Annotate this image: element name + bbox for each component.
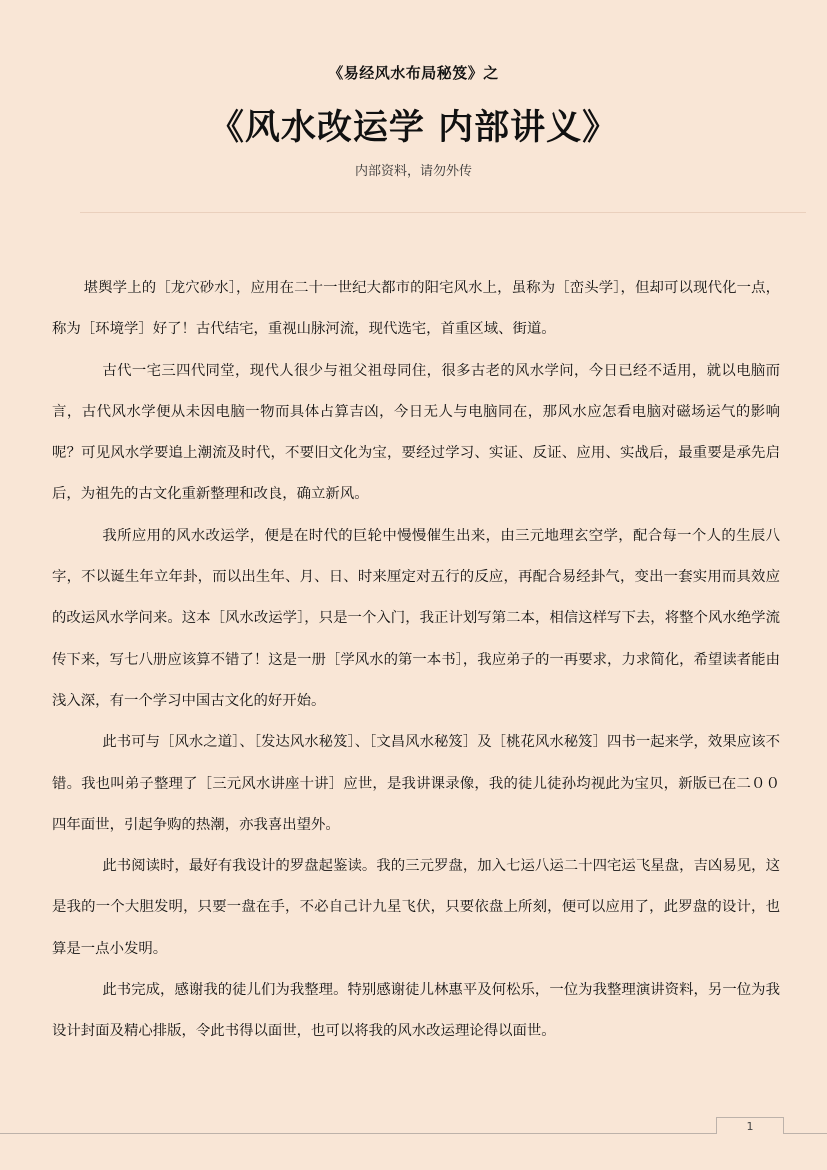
paragraph: 此书完成，感谢我的徒儿们为我整理。特别感谢徒儿林惠平及何松乐，一位为我整理演讲资料，另一位为我设计封面及精心排版，令此书得以面世，也可以将我的风水改运理论得以面世。 — [52, 982, 780, 1040]
page-number: 1 — [716, 1117, 784, 1134]
body-text — [52, 268, 780, 1053]
paragraph: 此书可与［风水之道］、［发达风水秘笈］、［文昌风水秘笈］及［桃花风水秘笈］四书一起来学，效果应该不错。我也叫弟子整理了［三元风水讲座十讲］应世，是我讲课录像，我的徒儿徒孙均视此为宝贝，新版已在二００四年面世，引起争购的热潮，亦我喜出望外。 — [52, 734, 780, 833]
paragraph: 我所应用的风水改运学，便是在时代的巨轮中慢慢催生出来，由三元地理玄空学，配合每一个人的生辰八字，不以诞生年立年卦，而以出生年、月、日、时来厘定对五行的反应，再配合易经卦气，变出一套实用而具效应的改运风水学问来。这本［风水改运学］，只是一个入门，我正计划写第二本，相信这样写下去，将整个风水绝学流传下来，写七八册应该算不错了！这是一册［学风水的第一本书］，我应弟子的一再要求，力求简化，希望读者能由浅入深，有一个学习中国古文化的好开始。 — [52, 527, 780, 709]
paragraph: 古代一宅三四代同堂，现代人很少与祖父祖母同住，很多古老的风水学问，今日已经不适用，就以电脑而言，古代风水学便从未因电脑一物而具体占算吉凶，今日无人与电脑同在，那风水应怎看电脑对磁场运气的影响呢？可见风水学要追上潮流及时代，不要旧文化为宝，要经过学习、实证、反证、应用、实战后，最重要是承先启后，为祖先的古文化重新整理和改良，确立新风。 — [52, 362, 780, 503]
subtitle: 内部资料，请勿外传 — [354, 164, 472, 179]
series-title: 《易经风水布局秘笈》之 — [328, 64, 499, 82]
header-divider — [80, 212, 806, 213]
footer-divider — [0, 1133, 827, 1134]
page-title: 《风水改运学 内部讲义》 — [208, 108, 619, 148]
paragraph: 此书阅读时，最好有我设计的罗盘起鉴读。我的三元罗盘，加入七运八运二十四宅运飞星盘，吉凶易见，这是我的一个大胆发明，只要一盘在手，不必自己计九星飞伏，只要依盘上所刻，便可以应用了，此罗盘的设计，也算是一点小发明。 — [52, 858, 780, 957]
paragraph: 堪舆学上的［龙穴砂水］，应用在二十一世纪大都市的阳宅风水上，虽称为［峦头学］，但却可以现代化一点，称为［环境学］好了！古代结宅，重视山脉河流，现代选宅，首重区域、街道。 — [52, 280, 780, 338]
